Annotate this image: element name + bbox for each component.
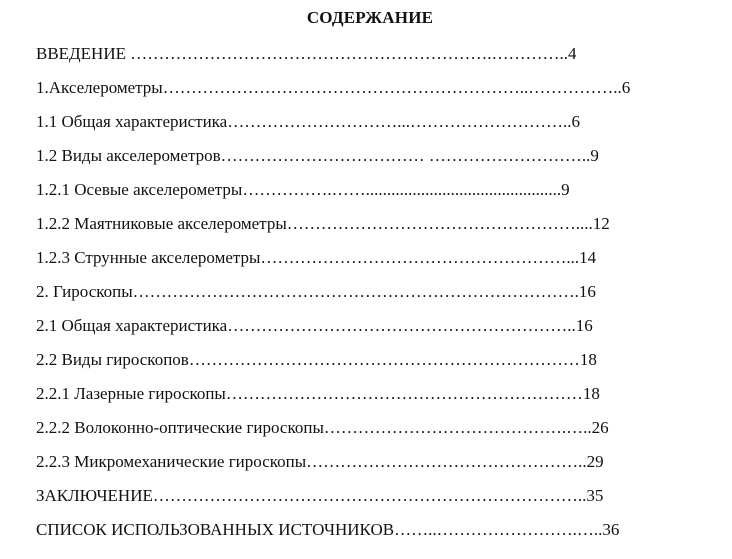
toc-entry-conclusion: ЗАКЛЮЧЕНИЕ…………………………………………………………………..35 bbox=[36, 486, 604, 505]
document-title: СОДЕРЖАНИЕ bbox=[306, 8, 434, 27]
toc-entry-1-2-2: 1.2.2 Маятниковые акселерометры……………………………………………....12 bbox=[36, 214, 610, 233]
toc-entry-1-1: 1.1 Общая характеристика…………………………...………………………..6 bbox=[36, 112, 580, 131]
toc-entry-1: 1.Акселерометры………………………………………………………..……………..6 bbox=[36, 78, 631, 97]
toc-entry-2-2: 2.2 Виды гироскопов……………………………………………………………18 bbox=[36, 350, 597, 369]
toc-entry-1-2: 1.2 Виды акселерометров……………………………… ………………………..9 bbox=[36, 146, 599, 165]
toc-entry-2-2-2: 2.2.2 Волоконно-оптические гироскопы…………………………………….…..26 bbox=[36, 418, 609, 437]
toc-entry-references: СПИСОК ИСПОЛЬЗОВАННЫХ ИСТОЧНИКОВ……..…………………….…..36 bbox=[36, 520, 620, 539]
toc-entry-2-1: 2.1 Общая характеристика……………………………………………………..16 bbox=[36, 316, 593, 335]
toc-entry-1-2-3: 1.2.3 Струнные акселерометры………………………………………………...14 bbox=[36, 248, 597, 267]
toc-entry-1-2-1: 1.2.1 Осевые акселерометры…………….……..............................................9 bbox=[36, 180, 570, 199]
toc-entry-2: 2. Гироскопы…………………………………………………………………….16 bbox=[36, 282, 596, 301]
toc-entry-2-2-3: 2.2.3 Микромеханические гироскопы…………………………………………..29 bbox=[36, 452, 604, 471]
toc-entry-introduction: ВВЕДЕНИЕ ……………………………………………………….…………..4 bbox=[36, 44, 577, 63]
toc-entry-2-2-1: 2.2.1 Лазерные гироскопы………………………………………………………18 bbox=[36, 384, 600, 403]
